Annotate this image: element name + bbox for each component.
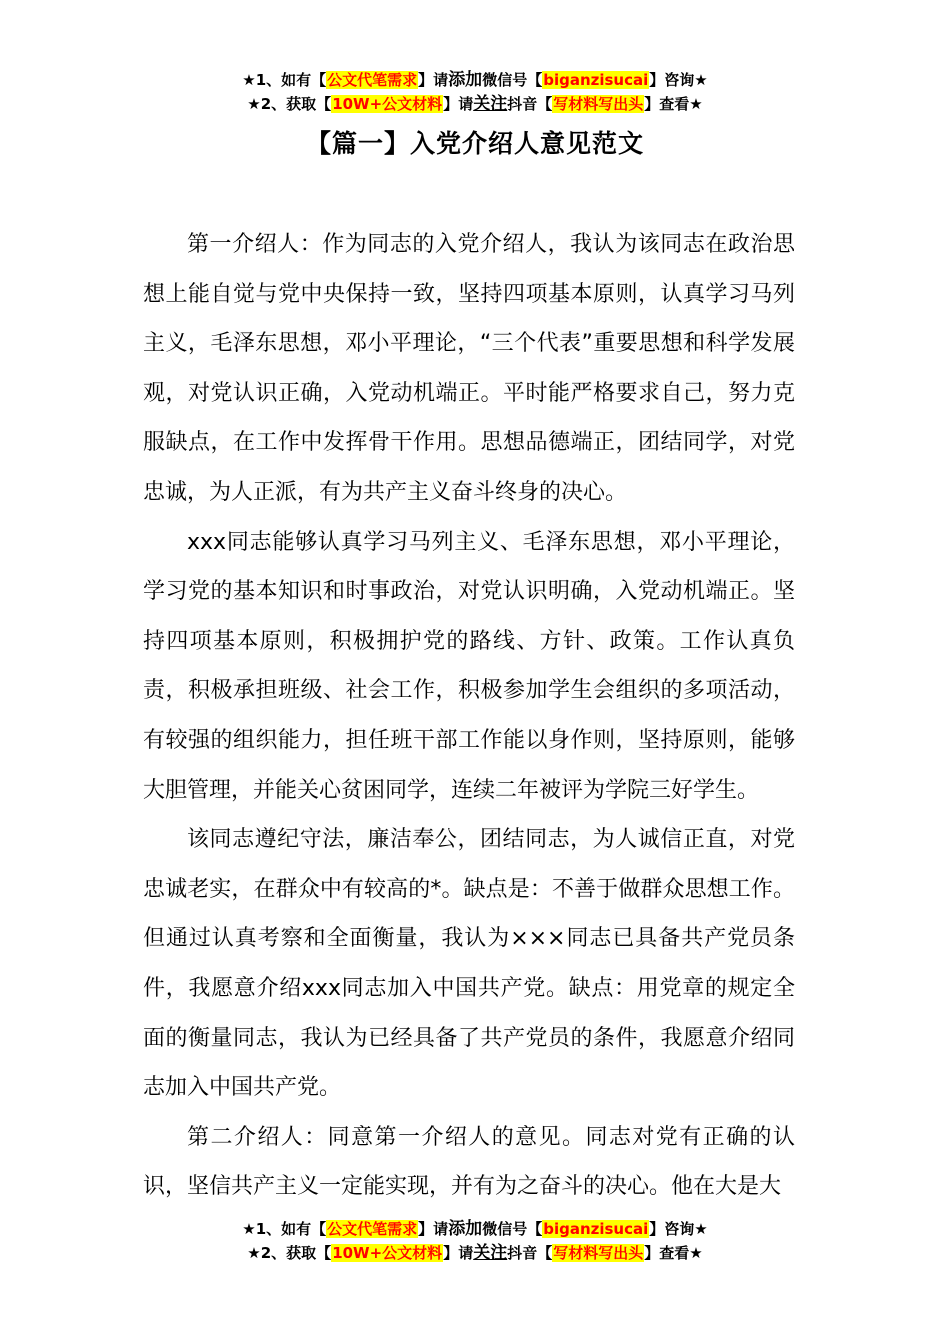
banner-text: 微信号【 <box>482 1220 543 1238</box>
paragraph: 该同志遵纪守法，廉洁奉公，团结同志，为人诚信正直，对党忠诚老实，在群众中有较高的*。缺点是：不善于做群众思想工作。但通过认真考察和全面衡量，我认为×××同志已具备共产党员条件，我愿意介绍xxx同志加入中国共产党。缺点：用党章的规定全面的衡量同志，我认为已经具备了共产党员的条件，我愿意介绍同志加入中国共产党。 <box>143 827 795 1101</box>
banner-highlight: 写材料写出头 <box>553 1244 644 1262</box>
banner-text: 】请 <box>418 71 449 89</box>
paragraph: 第一介绍人：作为同志的入党介绍人，我认为该同志在政治思想上能自觉与党中央保持一致，坚持四项基本原则，认真学习马列主义，毛泽东思想，邓小平理论，“三个代表”重要思想和科学发展观，对党认识正确，入党动机端正。平时能严格要求自己，努力克服缺点，在工作中发挥骨干作用。思想品德端正，团结同学，对党忠诚，为人正派，有为共产主义奋斗终身的决心。 <box>143 232 795 505</box>
document-body <box>143 220 795 1210</box>
banner-highlight: 公文代笔需求 <box>327 1220 418 1238</box>
banner-text: 抖音【 <box>507 1244 553 1262</box>
banner-line-1 <box>0 68 950 92</box>
banner-text: 】查看★ <box>644 95 703 113</box>
banner-text: 】请 <box>443 95 474 113</box>
banner-text: ★2、获取【 <box>247 1244 332 1262</box>
banner-text: 】咨询★ <box>649 1220 708 1238</box>
banner-highlight: 10W+公文材料 <box>332 1244 443 1262</box>
banner-line-2 <box>0 92 950 116</box>
banner-line-2 <box>0 1241 950 1265</box>
footer-banner <box>0 1217 950 1265</box>
banner-highlight: 写材料写出头 <box>553 95 644 113</box>
banner-text: 】请 <box>443 1244 474 1262</box>
banner-emphasis: 关注 <box>473 94 508 114</box>
banner-text: 】咨询★ <box>649 71 708 89</box>
banner-text: 抖音【 <box>507 95 553 113</box>
header-banner <box>0 68 950 116</box>
banner-emphasis: 关注 <box>473 1243 508 1263</box>
banner-highlight: 10W+公文材料 <box>332 95 443 113</box>
banner-text: 微信号【 <box>482 71 543 89</box>
banner-highlight: 公文代笔需求 <box>327 71 418 89</box>
banner-text: ★1、如有【 <box>242 1220 327 1238</box>
paragraph: xxx同志能够认真学习马列主义、毛泽东思想，邓小平理论，学习党的基本知识和时事政治，对党认识明确，入党动机端正。坚持四项基本原则，积极拥护党的路线、方针、政策。工作认真负责，积极承担班级、社会工作，积极参加学生会组织的多项活动，有较强的组织能力，担任班干部工作能以身作则，坚持原则，能够大胆管理，并能关心贫困同学，连续二年被评为学院三好学生。 <box>143 529 795 803</box>
banner-highlight: biganzisucai <box>543 1220 649 1238</box>
banner-emphasis: 添加 <box>448 1219 483 1239</box>
banner-highlight: biganzisucai <box>543 71 649 89</box>
paragraph: 第二介绍人：同意第一介绍人的意见。同志对党有正确的认识，坚信共产主义一定能实现，并有为之奋斗的决心。他在大是大 <box>143 1124 795 1200</box>
banner-text: ★1、如有【 <box>242 71 327 89</box>
document-title: 【篇一】入党介绍人意见范文 <box>305 129 644 158</box>
banner-text: 】请 <box>418 1220 449 1238</box>
banner-text: ★2、获取【 <box>247 95 332 113</box>
banner-line-1 <box>0 1217 950 1241</box>
banner-text: 】查看★ <box>644 1244 703 1262</box>
banner-emphasis: 添加 <box>448 70 483 90</box>
